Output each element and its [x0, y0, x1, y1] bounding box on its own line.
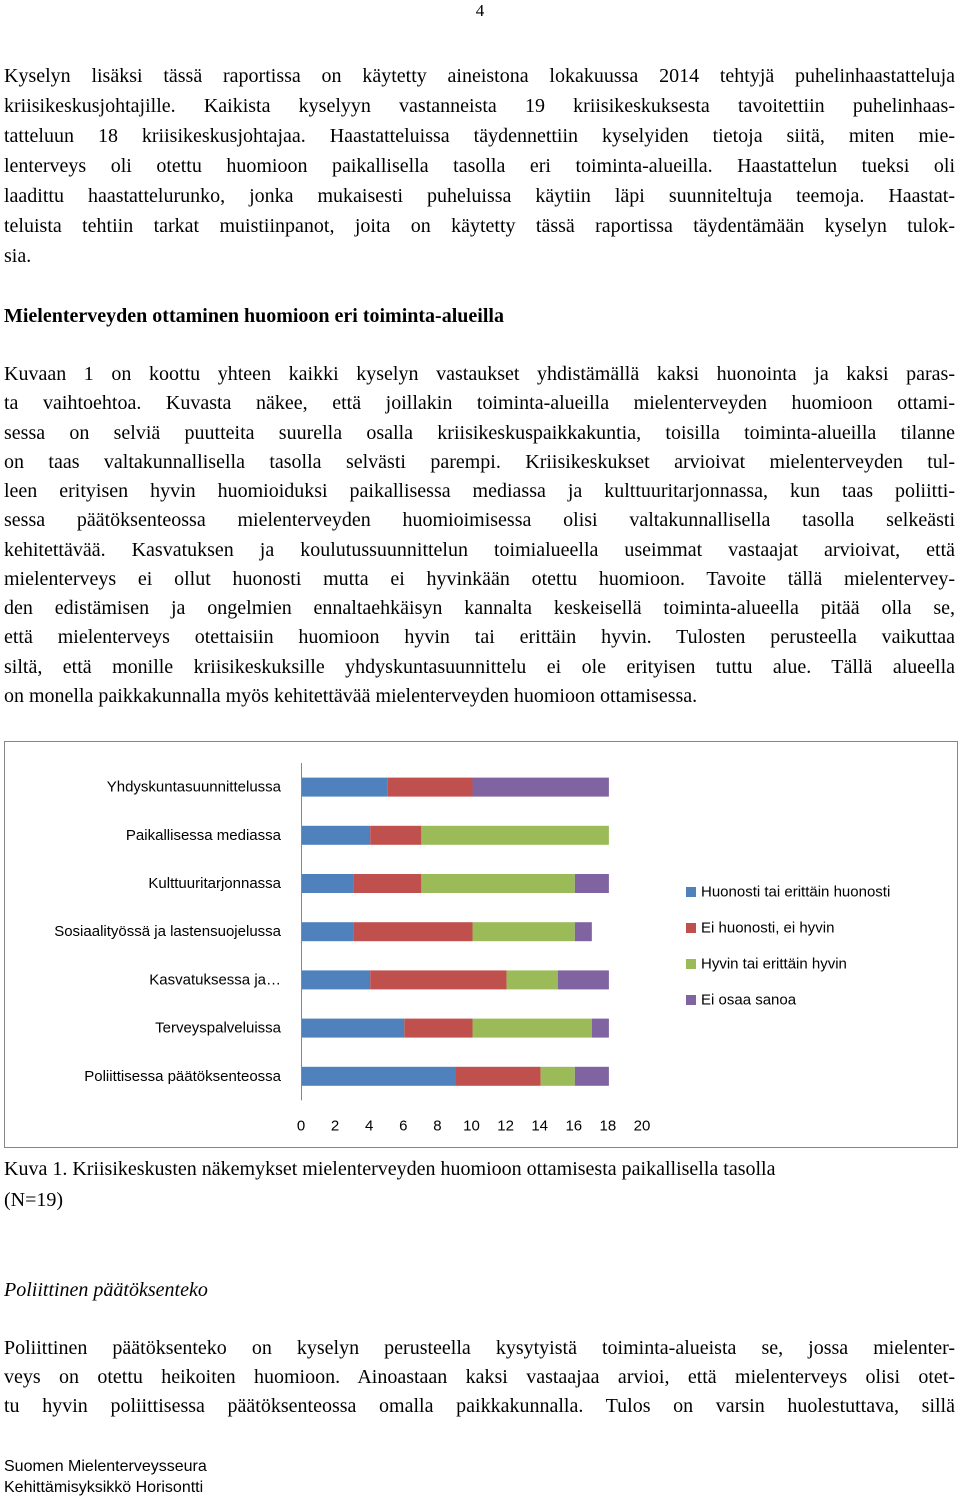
section-paragraph-line: että mielenterveys otettaisiin huomioon hyvin tai erittäin hyvin. Tulosten perusteella vaikuttaa: [4, 626, 955, 649]
intro-paragraph-line: Kyselyn lisäksi tässä raportissa on käytetty aineistona lokakuussa 2014 tehtyjä puhelinhaastatteluja: [4, 65, 955, 87]
category-label: Kulttuuritarjonnassa: [148, 875, 281, 892]
x-tick-label: 0: [296, 1117, 306, 1135]
category-label: Paikallisessa mediassa: [125, 826, 281, 844]
intro-paragraph-line: tatteluun 18 kriisikeskusjohtajaa. Haastatteluissa täydennettiin kyselyiden tietoja siitä, miten mie-: [4, 125, 955, 147]
subsection-paragraph-line: tu hyvin poliittisessa päätöksenteossa omalla paikkakunnalla. Tulos on varsin huolestuttava, sillä: [4, 1395, 955, 1417]
x-tick-label: 20: [633, 1117, 651, 1135]
legend-label: Hyvin tai erittäin hyvin: [701, 955, 847, 973]
subsection-paragraph-line: veys on otettu heikoiten huomioon. Ainoastaan kaksi vastaajaa arvioi, että mielenterveys olisi otet-: [4, 1366, 955, 1388]
chart-canvas: [5, 742, 957, 1147]
bar-segment-row2-series1: [302, 826, 370, 845]
x-tick-label: 10: [463, 1117, 480, 1135]
section-heading: Mielenterveyden ottaminen huomioon eri toiminta-alueilla: [4, 305, 504, 327]
bar-segment-row1-series4: [473, 778, 609, 797]
bar-segment-row2-series3: [421, 826, 609, 845]
page-footer: [4, 1456, 955, 1498]
bar-segment-row4-series2: [353, 922, 472, 941]
category-label: Poliittisessa päätöksenteossa: [84, 1067, 281, 1085]
category-label: Yhdyskuntasuunnittelussa: [106, 778, 281, 796]
subsection-heading: Poliittinen päätöksenteko: [4, 1279, 208, 1301]
section-paragraph-line: den edistämisen ja ongelmien ennaltaehkäisyn kannalta keskeisellä toiminta-alueella pitää olla se,: [4, 597, 955, 619]
legend-swatch: [686, 995, 696, 1005]
footer-unit: Kehittämisyksikkö Horisontti: [4, 1479, 204, 1496]
section-paragraph-line: siltä, että monille kriisikeskuksille yhdyskuntasuunnittelu ei ole erityisen tuttu alue. Tällä alueella: [4, 655, 955, 678]
section-paragraph-line: sessa on selviä puutteita suurella osalla kriisikeskuspaikkakuntia, toisilla toiminta-alueilla tilanne: [4, 421, 955, 444]
x-tick-label: 18: [599, 1117, 617, 1135]
category-label: Kasvatuksessa ja…: [149, 971, 281, 989]
section-paragraph-line: Kuvaan 1 on koottu yhteen kaikki kyselyn vastaukset yhdistämällä kaksi huonointa ja kaksi paras-: [4, 363, 955, 385]
bar-segment-row6-series4: [592, 1019, 609, 1038]
legend-swatch: [686, 887, 696, 897]
bar-segment-row3-series3: [421, 874, 574, 893]
bar-segment-row3-series2: [353, 874, 421, 893]
figure-caption-line: Kuva 1. Kriisikeskusten näkemykset mielenterveyden huomioon ottamisesta paikallisella tasolla: [4, 1158, 776, 1180]
bar-segment-row6-series1: [302, 1019, 404, 1038]
bar-segment-row6-series2: [404, 1019, 472, 1038]
bar-segment-row5-series4: [558, 970, 609, 989]
section-paragraph-line: ta vaihtoehtoa. Kuvasta näkee, että joillakin toiminta-alueilla mielenterveyden huomioon ottami-: [4, 392, 955, 415]
section-paragraph-line: on monella paikkakunnalla myös kehitettävää mielenterveyden huomioon ottamisessa.: [4, 684, 698, 707]
category-label: Sosiaalityössä ja lastensuojelussa: [54, 923, 281, 941]
section-paragraph-line: kehitettävää. Kasvatuksen ja koulutussuunnittelun toimialueella useimmat vastaajat arvioivat, että: [4, 538, 955, 561]
bar-segment-row5-series2: [370, 970, 506, 989]
subsection-paragraph: [4, 1334, 955, 1421]
x-tick-label: 12: [497, 1117, 514, 1135]
stacked-bar-chart: [4, 741, 958, 1148]
intro-paragraph: [4, 61, 955, 271]
subsection-paragraph-line: Poliittinen päätöksenteko on kyselyn perusteella kysytyistä toiminta-alueista se, jossa mielenter-: [4, 1337, 955, 1359]
bar-segment-row1-series2: [387, 778, 472, 797]
bar-segment-row5-series1: [302, 970, 370, 989]
intro-paragraph-line: lenterveys oli otettu huomioon paikallisella tasolla eri toiminta-alueilla. Haastattelun tueksi oli: [4, 155, 955, 177]
bar-segment-row5-series3: [507, 970, 558, 989]
bar-segment-row7-series2: [455, 1067, 540, 1086]
x-tick-label: 6: [399, 1117, 408, 1135]
intro-paragraph-line: laadittu haastattelurunko, jonka mukaisesti puheluissa käytiin läpi suunniteltuja teemoja. Haastat-: [4, 185, 955, 207]
legend-swatch: [686, 923, 696, 933]
section-paragraph-line: sessa päätöksenteossa mielenterveyden huomioimisessa olisi valtakunnallisella tasolla selkeästi: [4, 509, 955, 532]
bar-segment-row4-series3: [473, 922, 575, 941]
bar-segment-row2-series2: [370, 826, 421, 845]
bar-segment-row1-series1: [302, 778, 387, 797]
legend-label: Huonosti tai erittäin huonosti: [701, 883, 891, 901]
legend-swatch: [686, 959, 696, 969]
intro-paragraph-line: sia.: [4, 245, 32, 267]
section-paragraph: [4, 360, 955, 711]
bar-segment-row3-series4: [575, 874, 609, 893]
bar-segment-row7-series4: [575, 1067, 609, 1086]
section-paragraph-line: leen erityisen hyvin huomioiduksi paikallisessa mediassa ja kulttuuritarjonnassa, kun taas poliitti-: [4, 480, 955, 502]
intro-paragraph-line: teluista tehtiin tarkat muistiinpanot, joita on käytetty tässä raportissa täydentämään kyselyn tulok-: [4, 215, 955, 237]
x-tick-label: 8: [433, 1117, 442, 1135]
bar-segment-row7-series1: [302, 1067, 455, 1086]
intro-paragraph-line: kriisikeskusjohtajille. Kaikista kyselyyn vastanneista 19 kriisikeskuksesta tavoitettiin puhelinhaas-: [4, 95, 955, 117]
legend-label: Ei huonosti, ei hyvin: [701, 919, 835, 937]
x-tick-label: 16: [565, 1117, 583, 1135]
bar-segment-row6-series3: [473, 1019, 592, 1038]
bar-segment-row7-series3: [541, 1067, 575, 1086]
figure-caption-line: (N=19): [4, 1189, 64, 1211]
section-paragraph-line: on taas valtakunnallisella tasolla selvästi parempi. Kriisikeskukset arvioivat mielenterveyden tul-: [4, 450, 955, 473]
bar-segment-row4-series4: [575, 922, 592, 941]
footer-organization: Suomen Mielenterveysseura: [4, 1458, 207, 1475]
bar-segment-row4-series1: [302, 922, 353, 941]
page-number: 4: [475, 1, 485, 20]
x-tick-label: 14: [531, 1117, 549, 1135]
figure-caption: [4, 1154, 955, 1216]
x-tick-label: 2: [330, 1117, 340, 1135]
bar-segment-row3-series1: [302, 874, 353, 893]
x-tick-label: 4: [365, 1117, 374, 1135]
category-label: Terveyspalveluissa: [155, 1019, 281, 1037]
legend-label: Ei osaa sanoa: [701, 991, 797, 1009]
section-paragraph-line: mielenterveys ei ollut huonosti mutta ei hyvinkään otettu huomioon. Tavoite tällä mielentervey-: [4, 567, 955, 590]
